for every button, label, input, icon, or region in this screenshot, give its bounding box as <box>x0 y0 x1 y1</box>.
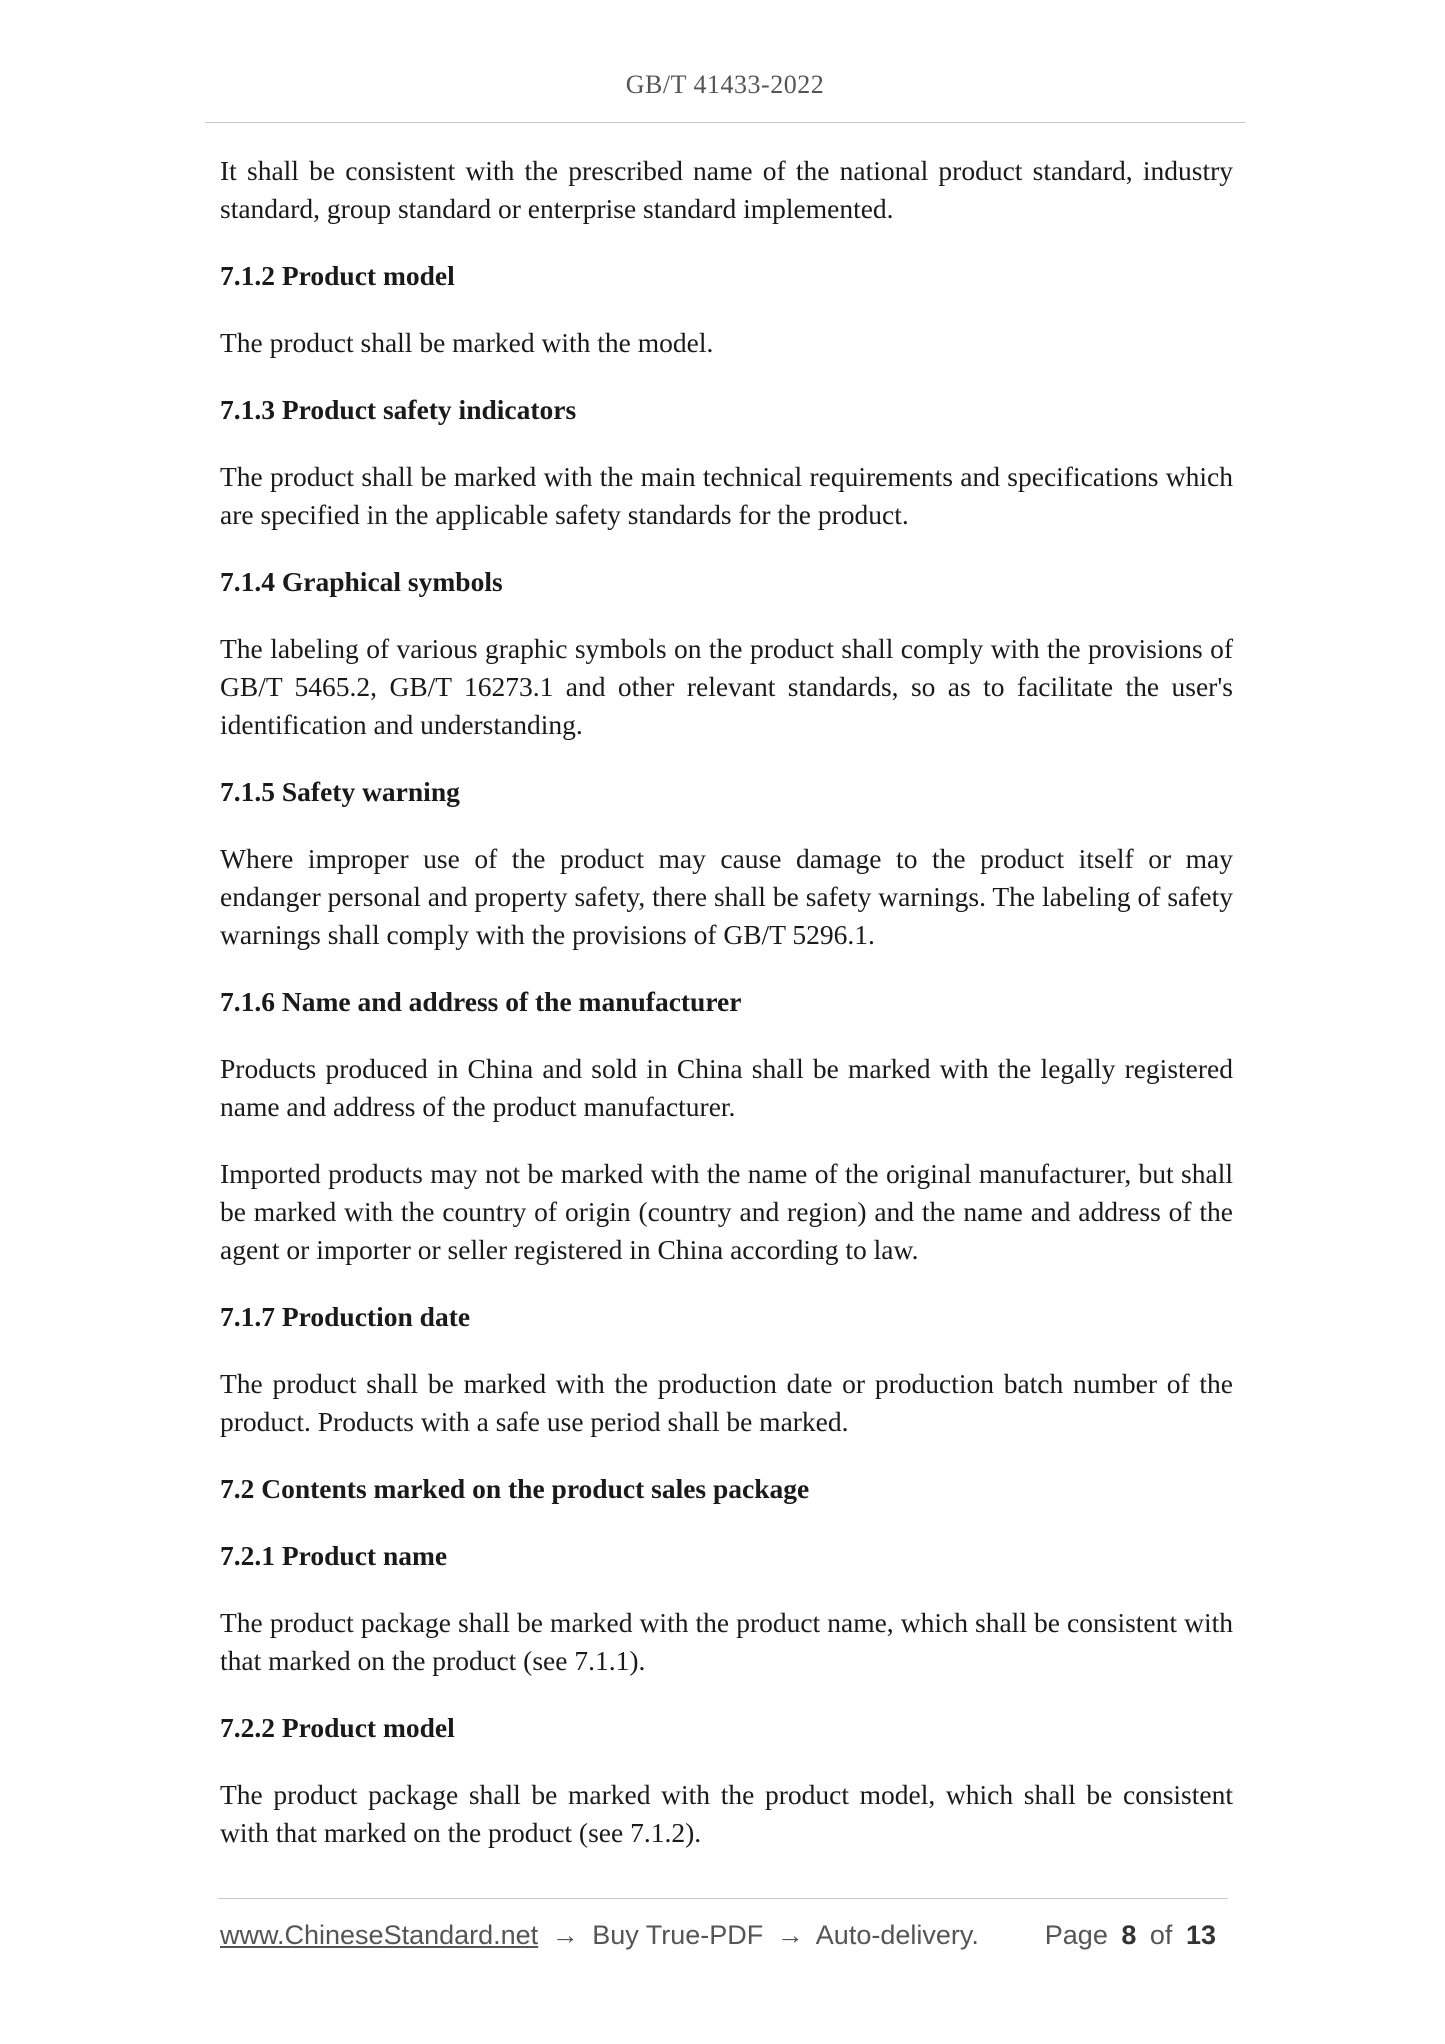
footer-divider <box>218 1898 1228 1899</box>
page-of-label: of <box>1149 1920 1173 1950</box>
buy-true-pdf-text: Buy True-PDF <box>592 1920 764 1950</box>
heading-7-1-5: 7.1.5 Safety warning <box>220 776 460 807</box>
paragraph-7-1-6-domestic: Products produced in China and sold in China shall be marked with the legally registered name and address of the product manufacturer. <box>220 1053 1233 1122</box>
heading-7-2-1: 7.2.1 Product name <box>220 1540 448 1571</box>
paragraph-7-1-4: The labeling of various graphic symbols on the product shall comply with the provisions of GB/T 5465.2, GB/T 16273.1 and other relevant standards, so as to facilitate the user's identification and understanding. <box>220 633 1233 740</box>
arrow-right-icon: → <box>776 1920 804 1950</box>
page-footer <box>220 1920 1230 1956</box>
document-id-header: GB/T 41433-2022 <box>625 70 825 99</box>
heading-7-1-2: 7.1.2 Product model <box>220 260 455 291</box>
document-body <box>220 152 1233 1881</box>
paragraph-7-1-6-imported: Imported products may not be marked with the name of the original manufacturer, but shall be marked with the country of origin (country and region) and the name and address of the agent or importer or seller registered in China according to law. <box>220 1158 1233 1265</box>
paragraph-7-1-3: The product shall be marked with the main technical requirements and specifications which are specified in the applicable safety standards for the product. <box>220 461 1233 530</box>
site-link[interactable]: www.ChineseStandard.net <box>220 1920 539 1950</box>
footer-promo <box>220 1920 979 1951</box>
heading-7-1-6: 7.1.6 Name and address of the manufacturer <box>220 986 742 1017</box>
arrow-right-icon: → <box>551 1920 579 1950</box>
heading-7-1-3: 7.1.3 Product safety indicators <box>220 394 577 425</box>
heading-7-2: 7.2 Contents marked on the product sales package <box>220 1473 810 1504</box>
paragraph-continued: It shall be consistent with the prescribed name of the national product standard, industry standard, group standard or enterprise standard implemented. <box>220 155 1233 224</box>
auto-delivery-text: Auto-delivery. <box>815 1920 979 1950</box>
current-page-number: 8 <box>1121 1920 1137 1950</box>
paragraph-7-2-2: The product package shall be marked with the product model, which shall be consistent with that marked on the product (see 7.1.2). <box>220 1779 1233 1848</box>
page-indicator <box>1045 1920 1222 1951</box>
header-divider <box>205 122 1245 123</box>
heading-7-1-7: 7.1.7 Production date <box>220 1301 471 1332</box>
page-label: Page <box>1044 1920 1108 1950</box>
paragraph-7-1-5: Where improper use of the product may cause damage to the product itself or may endanger personal and property safety, there shall be safety warnings. The labeling of safety warnings shall comply with the provisions of GB/T 5296.1. <box>220 843 1233 950</box>
heading-7-2-2: 7.2.2 Product model <box>220 1712 455 1743</box>
total-page-number: 13 <box>1185 1920 1216 1950</box>
paragraph-7-2-1: The product package shall be marked with the product name, which shall be consistent with that marked on the product (see 7.1.1). <box>220 1607 1233 1676</box>
heading-7-1-4: 7.1.4 Graphical symbols <box>220 566 503 597</box>
paragraph-7-1-2: The product shall be marked with the model. <box>220 327 714 358</box>
paragraph-7-1-7: The product shall be marked with the production date or production batch number of the product. Products with a safe use period shall be marked. <box>220 1368 1233 1437</box>
